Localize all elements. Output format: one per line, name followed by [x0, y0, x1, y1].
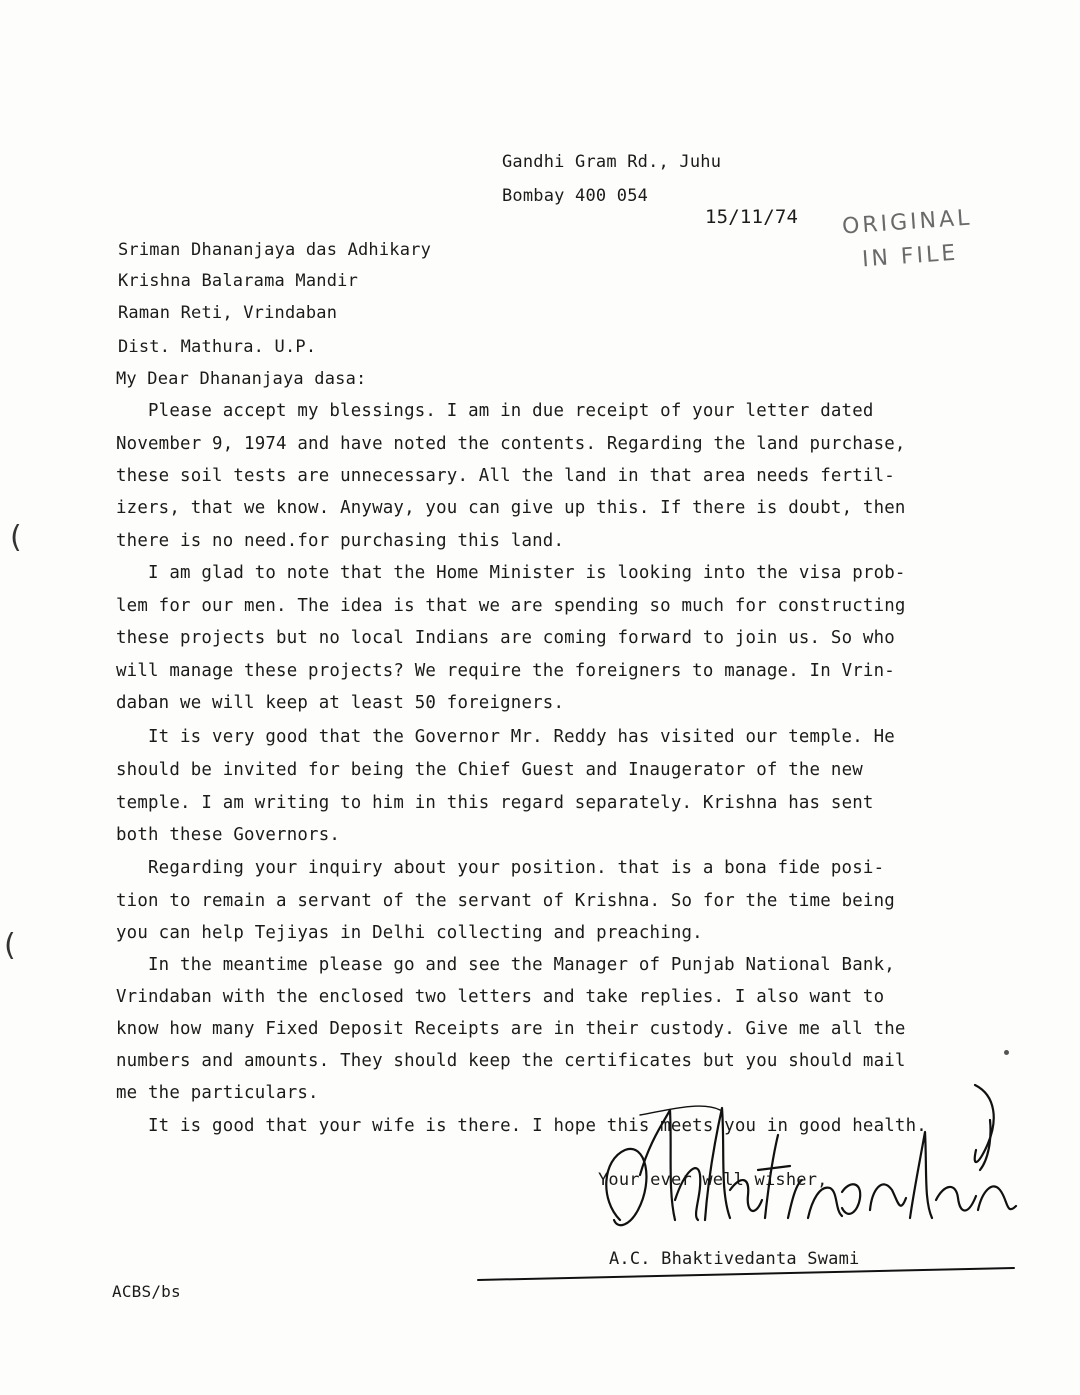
file-note-line-1: ORIGINAL: [841, 205, 974, 240]
body-line: you can help Tejiyas in Delhi collecting and preaching.: [116, 923, 703, 943]
body-line: me the particulars.: [116, 1083, 319, 1103]
typist-initials: ACBS/bs: [112, 1282, 181, 1301]
body-line: It is very good that the Governor Mr. Reddy has visited our temple. He: [148, 727, 895, 747]
body-line: izers, that we know. Anyway, you can give up this. If there is doubt, then: [116, 498, 906, 518]
margin-dot-mark: [1004, 1050, 1009, 1055]
file-note-line-2: IN FILE: [861, 240, 960, 273]
body-line: numbers and amounts. They should keep the certificates but you should mail: [116, 1051, 906, 1071]
salutation: My Dear Dhananjaya dasa:: [116, 369, 367, 389]
sender-address-line-1: Gandhi Gram Rd., Juhu: [502, 152, 722, 172]
margin-bracket-mark: (: [10, 520, 22, 555]
body-line: daban we will keep at least 50 foreigners.: [116, 693, 565, 713]
closing: Your ever well wisher,: [598, 1170, 828, 1190]
handwritten-signature: [580, 1080, 1030, 1250]
recipient-line-2: Krishna Balarama Mandir: [118, 271, 359, 291]
letter-date: 15/11/74: [705, 206, 799, 228]
body-line: these projects but no local Indians are coming forward to join us. So who: [116, 628, 895, 648]
body-line: It is good that your wife is there. I hope this meets you in good health.: [148, 1116, 927, 1136]
body-line: In the meantime please go and see the Manager of Punjab National Bank,: [148, 955, 895, 975]
signature-name: A.C. Bhaktivedanta Swami: [609, 1249, 860, 1269]
margin-bracket-mark: (: [4, 928, 16, 963]
recipient-line-1: Sriman Dhananjaya das Adhikary: [118, 240, 432, 260]
body-line: will manage these projects? We require the foreigners to manage. In Vrin-: [116, 661, 895, 681]
body-line: both these Governors.: [116, 825, 341, 845]
signature-underline: [476, 1262, 1016, 1292]
sender-address-line-2: Bombay 400 054: [502, 186, 649, 206]
recipient-line-3: Raman Reti, Vrindaban: [118, 303, 338, 323]
body-line: these soil tests are unnecessary. All the land in that area needs fertil-: [116, 466, 895, 486]
body-line: I am glad to note that the Home Minister is looking into the visa prob-: [148, 563, 906, 583]
recipient-line-4: Dist. Mathura. U.P.: [118, 337, 317, 357]
body-line: lem for our men. The idea is that we are spending so much for constructing: [116, 596, 906, 616]
body-line: November 9, 1974 and have noted the contents. Regarding the land purchase,: [116, 434, 906, 454]
body-line: tion to remain a servant of the servant of Krishna. So for the time being: [116, 891, 895, 911]
body-line: Please accept my blessings. I am in due receipt of your letter dated: [148, 401, 874, 421]
faded-letterhead-stamp: [236, 68, 366, 140]
body-line: know how many Fixed Deposit Receipts are in their custody. Give me all the: [116, 1019, 906, 1039]
body-line: temple. I am writing to him in this regard separately. Krishna has sent: [116, 793, 874, 813]
body-line: there is no need.for purchasing this land.: [116, 531, 565, 551]
body-line: Vrindaban with the enclosed two letters and take replies. I also want to: [116, 987, 885, 1007]
body-line: Regarding your inquiry about your position. that is a bona fide posi-: [148, 858, 885, 878]
body-line: should be invited for being the Chief Guest and Inaugerator of the new: [116, 760, 863, 780]
